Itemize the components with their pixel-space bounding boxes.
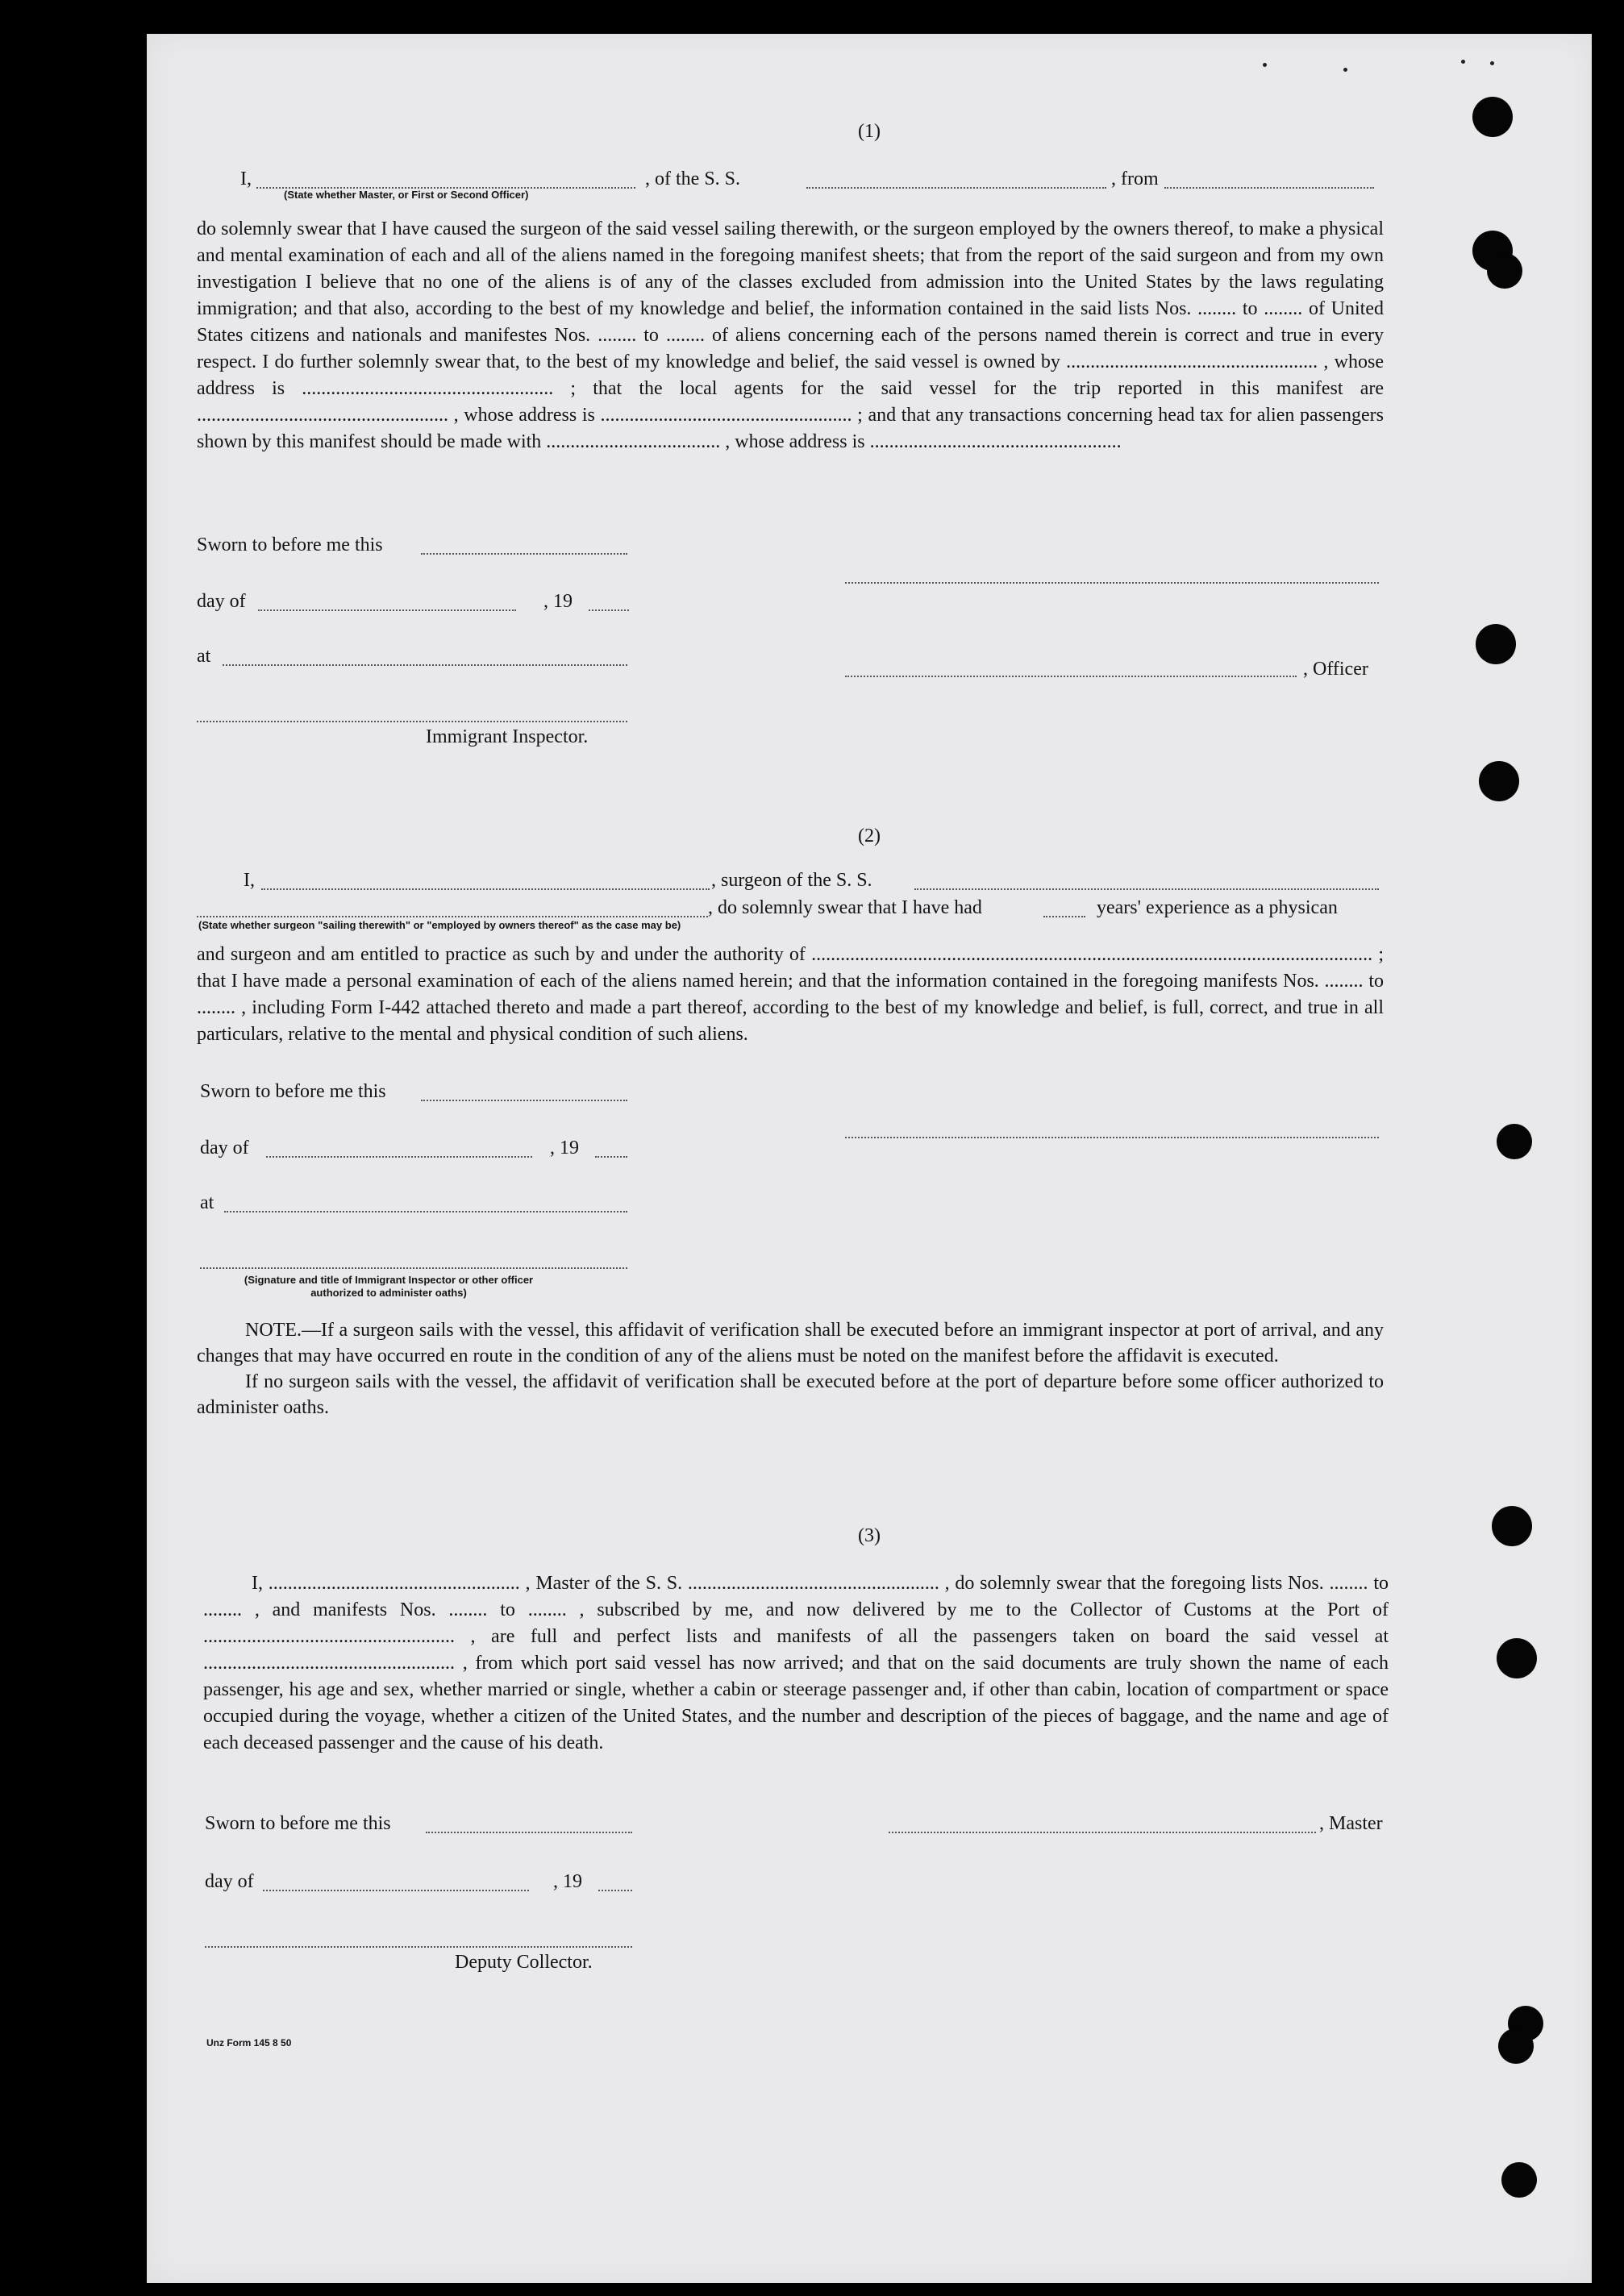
day-of-label: day of [205, 1871, 254, 1892]
master-signature-blank [889, 1832, 1316, 1833]
year-label: , 19 [543, 591, 573, 612]
officer-signature-blank [845, 582, 1379, 584]
place-blank [223, 664, 627, 666]
surgeon-signature-blank [845, 1137, 1379, 1138]
day-blank [266, 1156, 532, 1158]
year-blank [598, 1890, 632, 1891]
collector-signature-blank [205, 1946, 632, 1948]
day-of-label: day of [200, 1138, 249, 1158]
deputy-collector-label: Deputy Collector. [455, 1952, 593, 1973]
pronoun-i: I, [244, 870, 255, 891]
year-blank [595, 1156, 627, 1158]
officer-label: , Officer [1303, 659, 1368, 680]
inspector-signature-blank [197, 721, 627, 722]
surgeon-name-blank [261, 888, 710, 890]
surgeon-of-label: , surgeon of the S. S. [711, 870, 872, 891]
master-affidavit-text: do solemnly swear that I have caused the surgeon of the said vessel sailing therewith, or the surgeon employed by the owners thereof, to make a physical and mental examination of each and all of the aliens named in the foregoing manifest sheets; that from the report of the said surgeon and from my own investigation I believe that no one of the aliens is of any of the classes excluded from admission into the United States by the laws regulating immigration; and that also, according to the best of my knowledge and belief, the information contained in the said lists Nos. ........ to ........ of United States citizens and nationals and manifestes Nos. ........ to ........ of aliens concerning each of the persons named therein is correct and true in every respect. I do further solemnly swear that, to the best of my knowledge and belief, the said vessel is owned by .................................................... , whose address is .................................................... ; that the local agents for the said vessel for the trip reported in this manifest are .................................................... , whose address is .................................................... ; and that any transactions concerning head tax for alien passengers shown by this manifest should be made with .................................... , whose address is .................................................... [197, 218, 1384, 452]
pronoun-i: I, [240, 168, 252, 189]
section-number: (2) [858, 826, 881, 846]
place-blank [224, 1211, 627, 1212]
punch-hole [1487, 253, 1522, 289]
speck [1343, 68, 1347, 72]
surgeon-note: NOTE.—If a surgeon sails with the vessel, this affidavit of verification shall be executed before an immigrant inspector at port of arrival, and any changes that may have occurred en route in the condition of any of the aliens must be noted on the manifest before the affidavit is executed. If no surgeon sails with the vessel, the affidavit of verification shall be executed before at the port of departure before some officer authorized to administer oaths. [197, 1320, 1384, 1418]
document-page [147, 34, 1592, 2283]
from-label: , from [1111, 168, 1159, 189]
punch-hole [1479, 761, 1519, 801]
sworn-blank [426, 1832, 632, 1833]
sworn-label: Sworn to before me this [205, 1813, 391, 1834]
from-port-blank [1164, 187, 1374, 189]
signature-instruction: (Signature and title of Immigrant Inspector or other officer authorized to administer oaths) [244, 1274, 534, 1299]
at-label: at [197, 646, 211, 667]
day-blank [258, 609, 516, 611]
year-label: , 19 [550, 1138, 579, 1158]
rank-instruction: (State whether Master, or First or Second Officer) [284, 189, 529, 201]
years-blank [1043, 916, 1085, 917]
year-label: , 19 [553, 1871, 582, 1892]
sworn-label: Sworn to before me this [200, 1081, 386, 1102]
years-label: years' experience as a physican [1097, 897, 1338, 918]
sworn-label: Sworn to before me this [197, 534, 383, 555]
inspector-label: Immigrant Inspector. [426, 726, 589, 747]
speck [1461, 60, 1465, 64]
year-blank [589, 609, 629, 611]
surgeon-status-instruction: (State whether surgeon "sailing therewith" or "employed by owners thereof" as the case may be) [198, 919, 681, 931]
punch-hole [1498, 2028, 1534, 2064]
do-solemnly-label: , do solemnly swear that I have had [708, 897, 982, 918]
speck [1490, 61, 1494, 65]
inspector-signature-blank [200, 1267, 627, 1269]
of-ss-label: , of the S. S. [645, 168, 741, 189]
vessel-name-blank [914, 888, 1379, 890]
sworn-blank [421, 553, 627, 555]
punch-hole [1497, 1638, 1537, 1678]
punch-hole [1497, 1124, 1532, 1159]
section-number: (3) [858, 1525, 881, 1546]
day-of-label: day of [197, 591, 246, 612]
surgeon-affidavit-text: and surgeon and am entitled to practice as such by and under the authority of .................................................................................................................... ; that I have made a personal examination of each of the aliens named herein; and that the information contained in the foregoing manifests Nos. ........ to ........ , including Form I-442 attached thereto and made a part thereof, according to the best of my knowledge and belief, is full, correct, and true in all particulars, relative to the mental and physical condition of such aliens. [197, 944, 1384, 1045]
day-blank [263, 1890, 529, 1891]
punch-hole [1476, 624, 1516, 664]
sworn-blank [421, 1100, 627, 1101]
at-label: at [200, 1192, 214, 1213]
speck [1263, 63, 1267, 67]
section-number: (1) [858, 121, 881, 142]
master-label: , Master [1319, 1813, 1383, 1834]
vessel-name-blank [806, 187, 1106, 189]
surgeon-status-blank [197, 916, 708, 917]
form-number: Unz Form 145 8 50 [206, 2037, 292, 2049]
collector-affidavit-text: I, .................................................... , Master of the S. S. .................................................... , do solemnly swear that the foregoing lists Nos. ........ to ........ , and manifests Nos. ........ to ........ , subscribed by me, and now delivered by me to the Collector of Customs at the Port of .................................................... , are full and perfect lists and manifests of all the passengers taken on board the said vessel at .................................................... , from which port said vessel has now arrived; and that on the said documents are truly shown the name of each passenger, his age and sex, whether married or single, whether a cabin or steerage passenger and, if other than cabin, location of compartment or space occupied during the voyage, whether a citizen of the United States, and the number and description of the pieces of baggage, and the name and age of each deceased passenger and the cause of his death. [203, 1573, 1389, 1753]
officer-title-blank [845, 676, 1297, 677]
punch-hole [1501, 2162, 1537, 2198]
